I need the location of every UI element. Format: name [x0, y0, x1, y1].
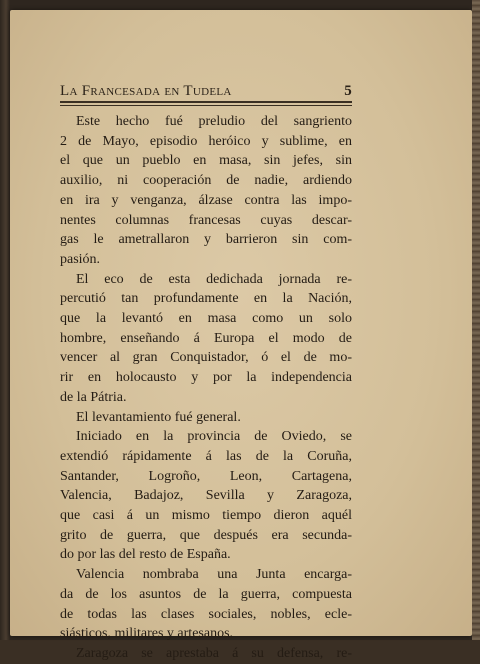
header-rule-thin — [60, 105, 352, 106]
text-line: de todas las clases sociales, nobles, ecle- — [60, 606, 352, 622]
text-line: que la levantó en masa como un solo — [60, 311, 352, 327]
text-line: siásticos, militares y artesanos. — [60, 626, 234, 642]
text-line: hombre, enseñando á Europa el modo de — [60, 330, 352, 346]
text-line: da de los asuntos de la guerra, compuesta — [60, 586, 352, 602]
text-line: pasión. — [60, 251, 101, 267]
text-line: grito de guerra, que después era secunda- — [60, 527, 352, 543]
text-line: Valencia, Badajoz, Sevilla y Zaragoza, — [60, 488, 352, 504]
header-rule — [60, 101, 352, 103]
text-line: nentes columnas francesas cuyas descar- — [60, 212, 352, 228]
text-line: do por las del resto de España. — [60, 547, 231, 563]
text-line: El eco de esta dedichada jornada re- — [76, 271, 352, 287]
page-number: 5 — [344, 83, 352, 99]
text-line: 2 de Mayo, episodio heróico y sublime, en — [60, 133, 352, 149]
text-line: que casi á un mismo tiempo dieron aquél — [60, 508, 352, 524]
text-line: Este hecho fué preludio del sangriento — [76, 114, 352, 129]
text-line: Iniciado en la provincia de Oviedo, se — [76, 429, 352, 445]
text-line: extendió rápidamente á las de la Coruña, — [60, 448, 352, 464]
text-line: rir en holocausto y por la independencia — [60, 370, 352, 386]
text-line: percutió tan profundamente en la Nación, — [60, 291, 352, 307]
text-line: el que un pueblo en masa, sin jefes, sin — [60, 153, 352, 169]
text-line: Zaragoza se aprestaba á su defensa, re- — [76, 645, 352, 661]
text-line: Santander, Logroño, Leon, Cartagena, — [60, 468, 352, 484]
running-title: La Francesada en Tudela — [60, 83, 232, 99]
text-line: Valencia nombraba una Junta encarga- — [76, 567, 352, 583]
text-line: El levantamiento fué general. — [76, 409, 241, 425]
body-text — [60, 112, 352, 664]
text-line: vencer al gran Conquistador, ó el de mo- — [60, 350, 352, 366]
text-line: de la Pátria. — [60, 389, 127, 405]
running-header — [60, 78, 352, 100]
text-line: gas le ametrallaron y barrieron sin com- — [60, 232, 352, 248]
book-spine-edge — [472, 0, 480, 640]
text-line: auxilio, ni cooperación de nadie, ardiendo — [60, 173, 352, 189]
text-line: en ira y venganza, álzase contra las impo- — [60, 192, 352, 208]
